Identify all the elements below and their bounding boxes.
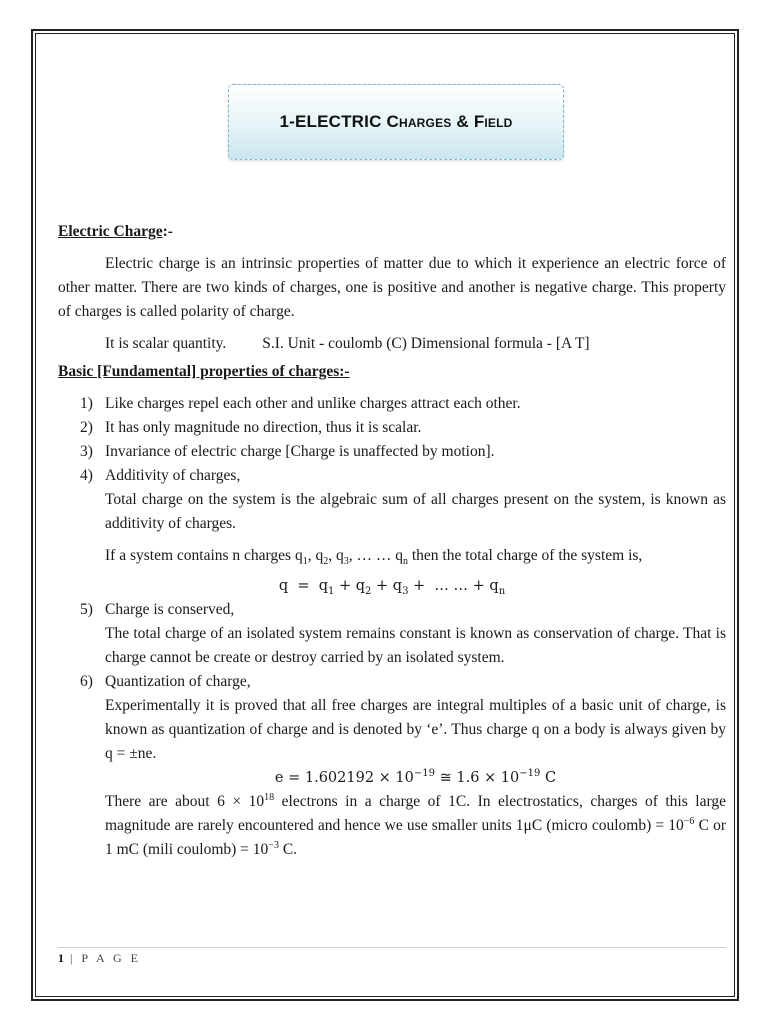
page-footer: [58, 951, 141, 966]
total-charge-formula: $q = q_1 + q_2 + q_3$ + … … + $q_n$: [278, 578, 506, 597]
list-item: 3) Invariance of electric charge [Charge is unaffected by motion].: [80, 443, 495, 460]
electron-charge-formula: $e = 1.602192 \times 10^{-19}$ ≅ $1.6 \times 10^{-19}$ C: [274, 768, 557, 786]
electric-charge-heading: Electric Charge:-: [58, 223, 173, 240]
conservation-detail: The total charge of an isolated system remains constant is known as conservation of charge. That is charge cannot be create or destroy carried by an isolated system.: [105, 625, 726, 666]
properties-list-continued: [58, 598, 726, 862]
electric-charge-paragraph: Electric charge is an intrinsic properties of matter due to which it experience an electric force of other matter. There are two kinds of charges, one is positive and another is negative charge. This property of charges is called polarity of charge.: [58, 255, 726, 320]
page-title: 1-ELECTRIC Charges & Field: [279, 112, 513, 131]
scalar-quantity-line: It is scalar quantity. S.I. Unit - coulomb (C) Dimensional formula - [A T]: [105, 335, 590, 352]
document-body: [58, 220, 726, 862]
list-item: 4) Additivity of charges, Total charge on the system is the algebraic sum of all charges present on the system, is known as additivity of charges.: [58, 464, 726, 536]
title-box: [228, 84, 564, 160]
page-label: | P A G E: [70, 951, 141, 965]
list-item: 2) It has only magnitude no direction, thus it is scalar.: [80, 419, 422, 436]
additivity-detail: Total charge on the system is the algebraic sum of all charges present on the system, is known as additivity of charges.: [105, 491, 726, 532]
system-charges-paragraph: If a system contains n charges $q_1$, $q_2$, $q_3$, … … $q_n$ then the total charge of the system is,: [105, 547, 643, 568]
footer-divider: [58, 947, 726, 948]
list-item: 5) Charge is conserved, The total charge of an isolated system remains constant is known as conservation of charge. That is charge cannot be create or destroy carried by an isolated system.: [58, 598, 726, 670]
page-number: 1: [58, 951, 64, 965]
electron-count-paragraph: There are about $6 \times 10^{18}$ electrons in a charge of 1C. In electrostatics, charges of this large magnitude are rarely encountered and hence we use smaller units 1μC (micro coulomb) = $10^{-6}$ C or 1 mC (mili coulomb) = $10^{-3}$ C.: [105, 791, 726, 858]
properties-list: [58, 392, 726, 536]
quantization-detail: Experimentally it is proved that all free charges are integral multiples of a basic unit of charge, is known as quantization of charge and is denoted by ‘e’. Thus charge q on a body is always given by q = ±ne.: [105, 697, 726, 762]
basic-properties-heading: Basic [Fundamental] properties of charges:-: [58, 363, 350, 380]
list-item: 1) Like charges repel each other and unlike charges attract each other.: [80, 395, 521, 412]
list-item: 6) Quantization of charge, Experimentally it is proved that all free charges are integral multiples of a basic unit of charge, is known as quantization of charge and is denoted by ‘e’. Thus charge q on a body is always given by q = ±ne. $e = 1.602192 \times 10^{-19}$ ≅ $1.6 \times 10^{-19}$ C There are about $6 \times 10^{18}$ electrons in a charge of 1C. In electrostatics, charges of this large magnitude are rarely encountered and hence we use smaller units 1μC (micro coulomb) = $10^{-6}$ C or 1 mC (mili coulomb) = $10^{-3}$ C.: [58, 670, 726, 862]
